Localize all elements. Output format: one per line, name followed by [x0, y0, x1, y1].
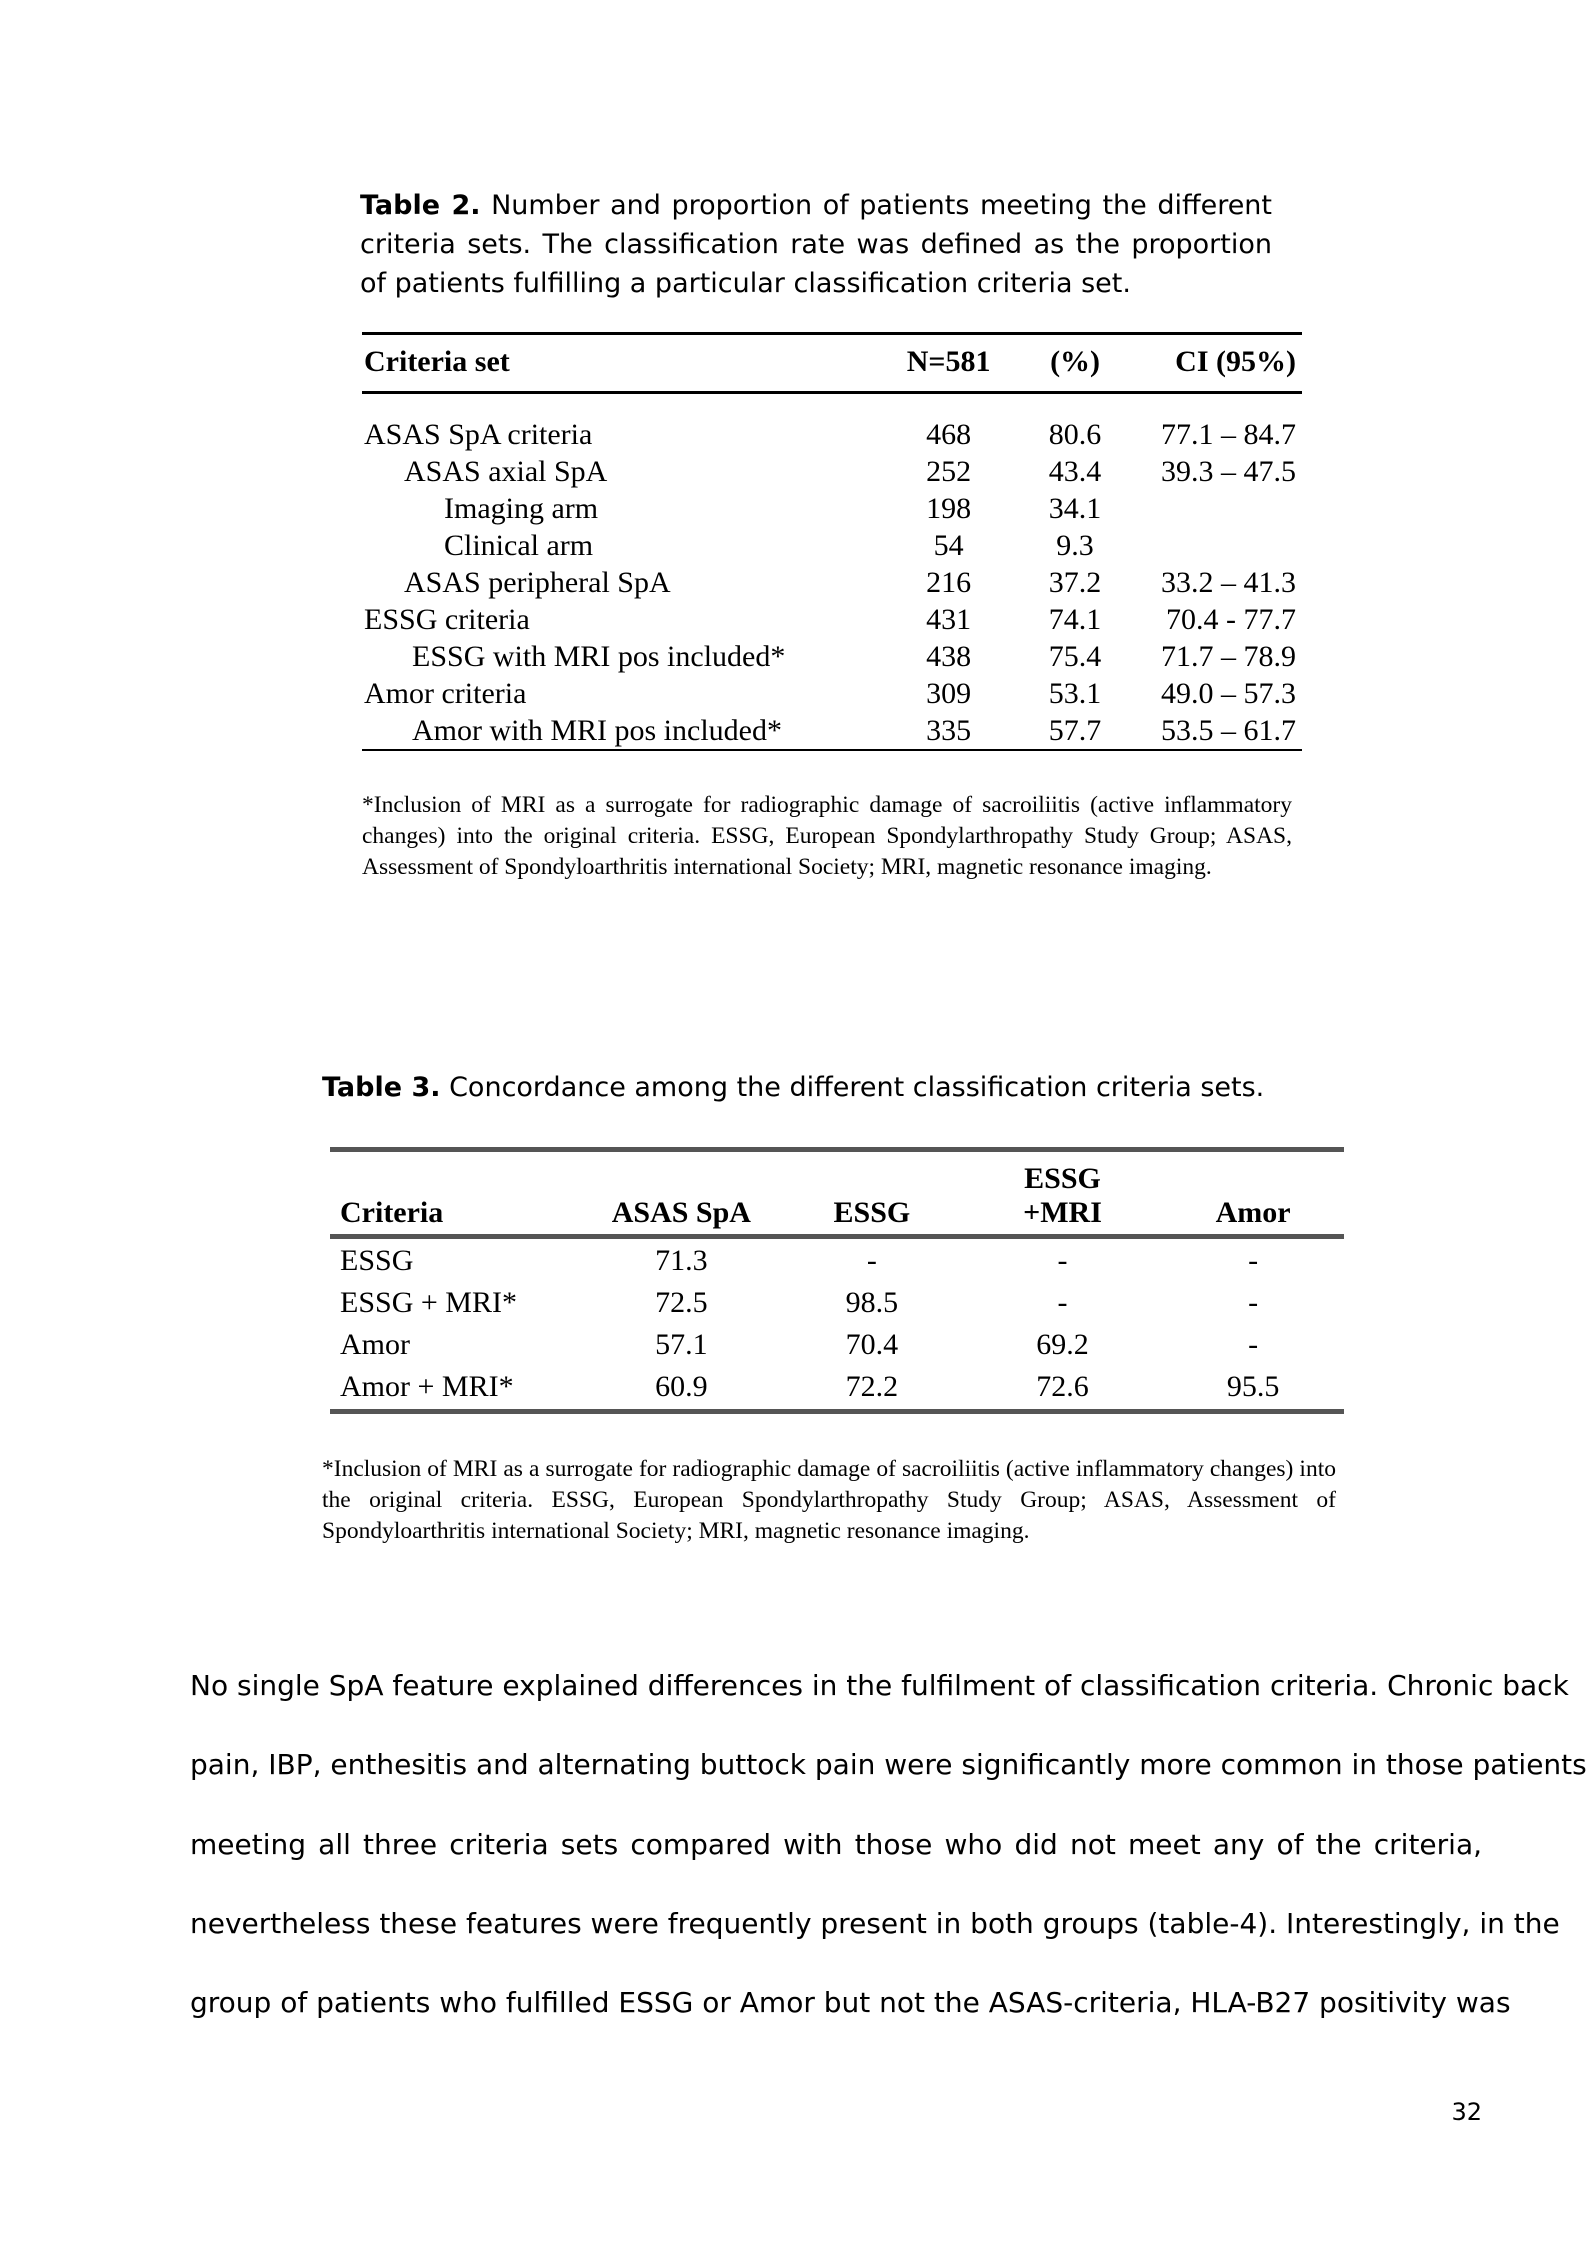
- cell-essg: -: [866, 1244, 877, 1277]
- table-row: [330, 1365, 1344, 1412]
- table3-header-essg-mri-bottom: +MRI: [1023, 1196, 1102, 1229]
- row-pct: 75.4: [1048, 640, 1102, 673]
- row-pct: 43.4: [1048, 455, 1102, 488]
- cell-amor: -: [1248, 1328, 1259, 1361]
- table-row: [362, 453, 1302, 490]
- table-row: [330, 1237, 1344, 1282]
- body-line: pain, IBP, enthesitis and alternating buttock pain were significantly more common in those patients: [190, 1748, 1587, 1781]
- table2-header-row: [362, 334, 1302, 393]
- table-row: [362, 638, 1302, 675]
- table2-caption-text: Number and proportion of patients meeting the different criteria sets. The classification rate was defined as the proportion of patients fulfilling a particular classification criteria set.: [360, 190, 1273, 299]
- body-line: No single SpA feature explained differences in the fulfilment of classification criteria. Chronic back: [190, 1669, 1569, 1702]
- row-n: 216: [926, 566, 972, 599]
- cell-essg: 98.5: [845, 1286, 899, 1319]
- table3: [330, 1147, 1344, 1414]
- row-label: Amor + MRI*: [330, 1365, 582, 1412]
- table2: [362, 332, 1302, 751]
- table-row: [362, 393, 1302, 454]
- table-row: [362, 564, 1302, 601]
- table3-footnote: *Inclusion of MRI as a surrogate for radiographic damage of sacroiliitis (active inflammatory changes) into the original criteria. ESSG, European Spondylarthropathy Study Group; ASAS, Assessment of Spondyloarthritis international Society; MRI, magnetic resonance imaging.: [322, 1456, 1336, 1544]
- row-label: ESSG + MRI*: [340, 1286, 517, 1319]
- table2-header-criteria: Criteria set: [362, 334, 881, 393]
- table3-grid: [330, 1147, 1344, 1414]
- row-label: ASAS peripheral SpA: [404, 566, 671, 599]
- table3-header-criteria: Criteria: [330, 1150, 582, 1237]
- row-n: 335: [881, 712, 1019, 750]
- row-ci: 49.0 – 57.3: [1161, 677, 1296, 710]
- cell-essg: 72.2: [777, 1365, 963, 1412]
- row-label: ASAS axial SpA: [404, 455, 608, 488]
- cell-amor: 95.5: [1158, 1365, 1344, 1412]
- row-n: 438: [926, 640, 972, 673]
- table2-header-ci: CI (95%): [1134, 334, 1302, 393]
- body-line: nevertheless these features were frequently present in both groups (table-4). Interestingly, in the: [190, 1907, 1560, 1940]
- row-ci: 70.4 - 77.7: [1166, 603, 1296, 636]
- table3-header-essg-mri-top: ESSG: [1024, 1162, 1101, 1195]
- row-n: 431: [926, 603, 972, 636]
- table2-caption: [360, 186, 1272, 303]
- row-n: 309: [926, 677, 972, 710]
- table-row: [330, 1281, 1344, 1323]
- cell-amor: -: [1248, 1244, 1259, 1277]
- row-n: 198: [926, 492, 972, 525]
- table2-header-n: N=581: [881, 334, 1019, 393]
- table3-caption-label: Table 3.: [322, 1072, 441, 1103]
- table-row: [362, 601, 1302, 638]
- row-label: ESSG with MRI pos included*: [412, 640, 786, 673]
- table2-header-pct: (%): [1020, 334, 1135, 393]
- row-pct: 74.1: [1048, 603, 1102, 636]
- cell-essg-mri: 72.6: [963, 1365, 1158, 1412]
- table-row: [362, 675, 1302, 712]
- table3-caption: [322, 1070, 1264, 1106]
- row-pct: 57.7: [1020, 712, 1135, 750]
- row-pct: 9.3: [1056, 529, 1094, 562]
- table3-header-row: [330, 1150, 1344, 1237]
- row-n: 468: [926, 418, 972, 451]
- table3-header-amor: Amor: [1158, 1150, 1344, 1237]
- cell-essg: 70.4: [845, 1328, 899, 1361]
- row-label: Clinical arm: [444, 529, 594, 562]
- row-label: Amor criteria: [364, 677, 527, 710]
- table2-footnote: *Inclusion of MRI as a surrogate for radiographic damage of sacroiliitis (active inflammatory changes) into the original criteria. ESSG, European Spondylarthropathy Study Group; ASAS, Assessment of Spondyloarthritis international Society; MRI, magnetic resonance imaging.: [362, 792, 1292, 880]
- row-label: ASAS SpA criteria: [364, 418, 593, 451]
- cell-essg-mri: -: [1057, 1244, 1068, 1277]
- body-line: meeting all three criteria sets compared with those who did not meet any of the criteria,: [190, 1828, 1482, 1861]
- table-row: [362, 527, 1302, 564]
- row-pct: 80.6: [1048, 418, 1102, 451]
- table3-caption-text: Concordance among the different classification criteria sets.: [440, 1072, 1265, 1103]
- table2-grid: [362, 332, 1302, 751]
- cell-asas: 71.3: [655, 1244, 708, 1277]
- cell-asas: 72.5: [655, 1286, 708, 1319]
- row-ci: 53.5 – 61.7: [1134, 712, 1302, 750]
- table-row: [362, 490, 1302, 527]
- cell-essg-mri: -: [1057, 1286, 1068, 1319]
- table2-caption-label: Table 2.: [360, 190, 481, 221]
- row-label: Amor: [340, 1328, 410, 1361]
- cell-amor: -: [1248, 1286, 1259, 1319]
- table-row: [330, 1323, 1344, 1365]
- table-row: [362, 712, 1302, 750]
- row-ci: [1134, 527, 1302, 564]
- row-ci: 33.2 – 41.3: [1161, 566, 1296, 599]
- row-pct: 34.1: [1048, 492, 1102, 525]
- table3-header-asas: ASAS SpA: [582, 1150, 777, 1237]
- cell-essg-mri: 69.2: [1036, 1328, 1089, 1361]
- row-label: ESSG criteria: [364, 603, 530, 636]
- row-ci: 77.1 – 84.7: [1161, 418, 1296, 451]
- row-ci: [1134, 490, 1302, 527]
- table3-header-essg-mri: [963, 1150, 1158, 1237]
- row-ci: 71.7 – 78.9: [1161, 640, 1296, 673]
- row-label: Amor with MRI pos included*: [362, 712, 881, 750]
- row-ci: 39.3 – 47.5: [1161, 455, 1296, 488]
- body-line: group of patients who fulfilled ESSG or Amor but not the ASAS-criteria, HLA-B27 positivity was: [190, 1986, 1511, 2019]
- row-pct: 37.2: [1048, 566, 1102, 599]
- row-pct: 53.1: [1048, 677, 1102, 710]
- row-label: ESSG: [340, 1244, 414, 1277]
- cell-asas: 60.9: [582, 1365, 777, 1412]
- row-label: Imaging arm: [444, 492, 599, 525]
- table3-header-essg: ESSG: [777, 1150, 963, 1237]
- page-number: 32: [1451, 2098, 1482, 2126]
- row-n: 54: [933, 529, 964, 562]
- row-n: 252: [926, 455, 972, 488]
- cell-asas: 57.1: [655, 1328, 708, 1361]
